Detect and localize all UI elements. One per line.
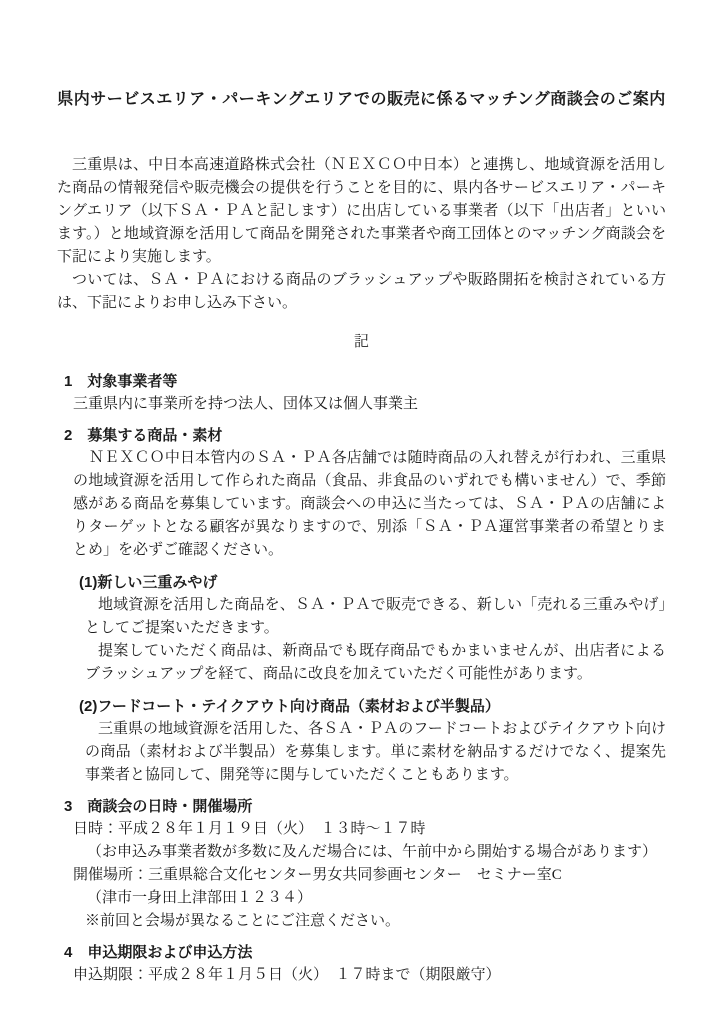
section-2-body: ＮＥＸＣＯ中日本管内のＳＡ・ＰＡ各店舗では随時商品の入れ替えが行われ、三重県の地域資源を活用して作られた商品（食品、非食品のいずれでも構いません）で、季節感がある商品を募集しています。商談会への申込に当たっては、ＳＡ・ＰＡの店舗によりターゲットとなる顧客が異なりますので、別添「ＳＡ・ＰＡ運営事業者の希望とりまとめ」を必ずご確認ください。	[73, 450, 666, 558]
application-deadline: 申込期限：平成２８年１月５日（火） １７時まで（期限厳守）	[73, 967, 501, 983]
meeting-datetime-note: （お申込み事業者数が多数に及んだ場合には、午前中から開始する場合があります）	[87, 844, 658, 860]
meeting-datetime: 日時：平成２８年１月１９日（火） １３時～１７時	[73, 821, 426, 837]
subsection-2-paragraph-1: 三重県の地域資源を活用した、各ＳＡ・ＰＡのフードコートおよびテイクアウト向けの商品（素材および半製品）を募集します。単に素材を納品するだけでなく、提案先事業者と協同して、開発等に関与していただくこともあります。	[85, 721, 666, 783]
document-title: 県内サービスエリア・パーキングエリアでの販売に係るマッチング商談会のご案内	[57, 91, 666, 108]
subsection-1-paragraph-1: 地域資源を活用した商品を、ＳＡ・ＰＡで販売できる、新しい「売れる三重みやげ」としてご提案いただきます。	[85, 597, 666, 636]
record-marker: 記	[353, 334, 369, 350]
section-3-heading: 3 商談会の日時・開催場所	[64, 798, 253, 815]
section-1-heading: 1 対象事業者等	[64, 373, 178, 390]
subsection-foodcourt-takeout	[57, 695, 666, 787]
intro-block	[57, 154, 666, 315]
subsection-1-heading: (1)新しい三重みやげ	[79, 574, 218, 591]
meeting-venue: 開催場所：三重県総合文化センター男女共同参画センター セミナー室C	[73, 867, 562, 883]
subsection-2-heading: (2)フードコート・テイクアウト向け商品（素材および半製品）	[79, 698, 500, 715]
section-recruited-products	[57, 424, 666, 787]
section-4-heading: 4 申込期限および申込方法	[64, 944, 253, 961]
meeting-venue-address: （津市一身田上津部田１２３４）	[87, 890, 313, 906]
intro-paragraph-2: ついては、ＳＡ・ＰＡにおける商品のブラッシュアップや販路開拓を検討されている方は、下記によりお申し込み下さい。	[57, 272, 666, 311]
section-2-heading: 2 募集する商品・素材	[64, 427, 223, 444]
section-1-body: 三重県内に事業所を持つ法人、団体又は個人事業主	[73, 396, 419, 412]
section-application-deadline	[57, 941, 666, 987]
venue-change-caution: ※前回と会場が異なることにご注意ください。	[85, 913, 401, 929]
section-meeting-datetime-venue	[57, 795, 666, 933]
subsection-new-mie-souvenir	[57, 571, 666, 686]
section-target-businesses	[57, 370, 666, 416]
subsection-1-paragraph-2: 提案していただく商品は、新商品でも既存商品でもかまいませんが、出店者によるブラッシュアップを経て、商品に改良を加えていただく可能性があります。	[85, 643, 666, 682]
intro-paragraph-1: 三重県は、中日本高速道路株式会社（ＮＥＸＣＯ中日本）と連携し、地域資源を活用した商品の情報発信や販売機会の提供を行うことを目的に、県内各サービスエリア・パーキングエリア（以下ＳＡ・ＰＡと記します）に出店している事業者（以下「出店者」といいます。）と地域資源を活用して商品を開発された事業者や商工団体とのマッチング商談会を下記により実施します。	[57, 157, 666, 265]
